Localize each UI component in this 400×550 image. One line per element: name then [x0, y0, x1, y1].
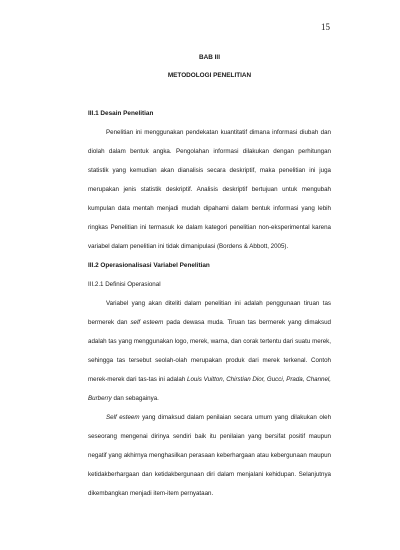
brand-names: Louis Vuitton, Chirstian Dior, Gucci, Prada, Channel, Burberry — [88, 376, 331, 402]
subsection-heading-definisi: III.2.1 Definisi Operasional — [88, 281, 161, 288]
section-heading-operasionalisasi: III.2 Operasionalisasi Variabel Penelitian — [88, 262, 210, 269]
paragraph-variabel-italic-1: self esteem — [130, 319, 164, 326]
paragraph-variabel-text-1: Variabel yang akan diteliti dalam penelitian ini adalah penggunaan tiruan tas bermerek dan — [88, 300, 331, 326]
document-body — [88, 52, 331, 503]
chapter-title: METODOLOGI PENELITIAN — [167, 72, 252, 79]
section-heading-desain: III.1 Desain Penelitian — [88, 110, 154, 117]
paragraph-variabel — [88, 294, 331, 408]
paragraph-self-esteem-text: yang dimaksud dalam penilaian secara umum yang dilakukan oleh seseorang mengenai dirinya sendiri baik itu penilaian yang bersifat positif maupun negatif yang akhirnya menghasilkan perasaan keberhargaan atau kebergunaan maupun ketidakberhargaan dan ketidakbergunaan diri dalam menjalani kehidupan. Selanjutnya dikembangkan menjadi item-item pernyataan. — [88, 414, 332, 497]
paragraph-variabel-text-2: pada dewasa muda. Tiruan tas bermerek yang dimaksud adalah tas yang menggunakan logo, merek, warna, dan corak tertentu dari suatu merek, sehingga tas tersebut seolah-olah merupakan produk dari merek terkenal. Contoh merek-merek dari tas-tas ini adalah — [88, 319, 331, 383]
page-number: 15 — [321, 22, 330, 32]
paragraph-variabel-text-3: dan sebagainya. — [111, 395, 159, 402]
chapter-label: BAB III — [199, 54, 220, 61]
paragraph-desain: Penelitian ini menggunakan pendekatan kuantitatif dimana informasi diubah dan diolah dalam bentuk angka. Pengolahan informasi dilakukan dengan perhitungan statistik yang kemudian akan dianalisis secara deskriptif, maka penelitian ini juga merupakan jenis statistik deskriptif. Analisis deskriptif bertujuan untuk mengubah kumpulan data mentah menjadi mudah dipahami dalam bentuk informasi yang lebih ringkas Penelitian ini termasuk ke dalam kategori penelitian non-eksperimental karena variabel dalam penelitian ini tidak dimanipulasi (Bordens & Abbott, 2005). — [88, 129, 331, 250]
paragraph-self-esteem-italic: Self esteem — [106, 414, 140, 421]
paragraph-self-esteem — [88, 408, 331, 503]
